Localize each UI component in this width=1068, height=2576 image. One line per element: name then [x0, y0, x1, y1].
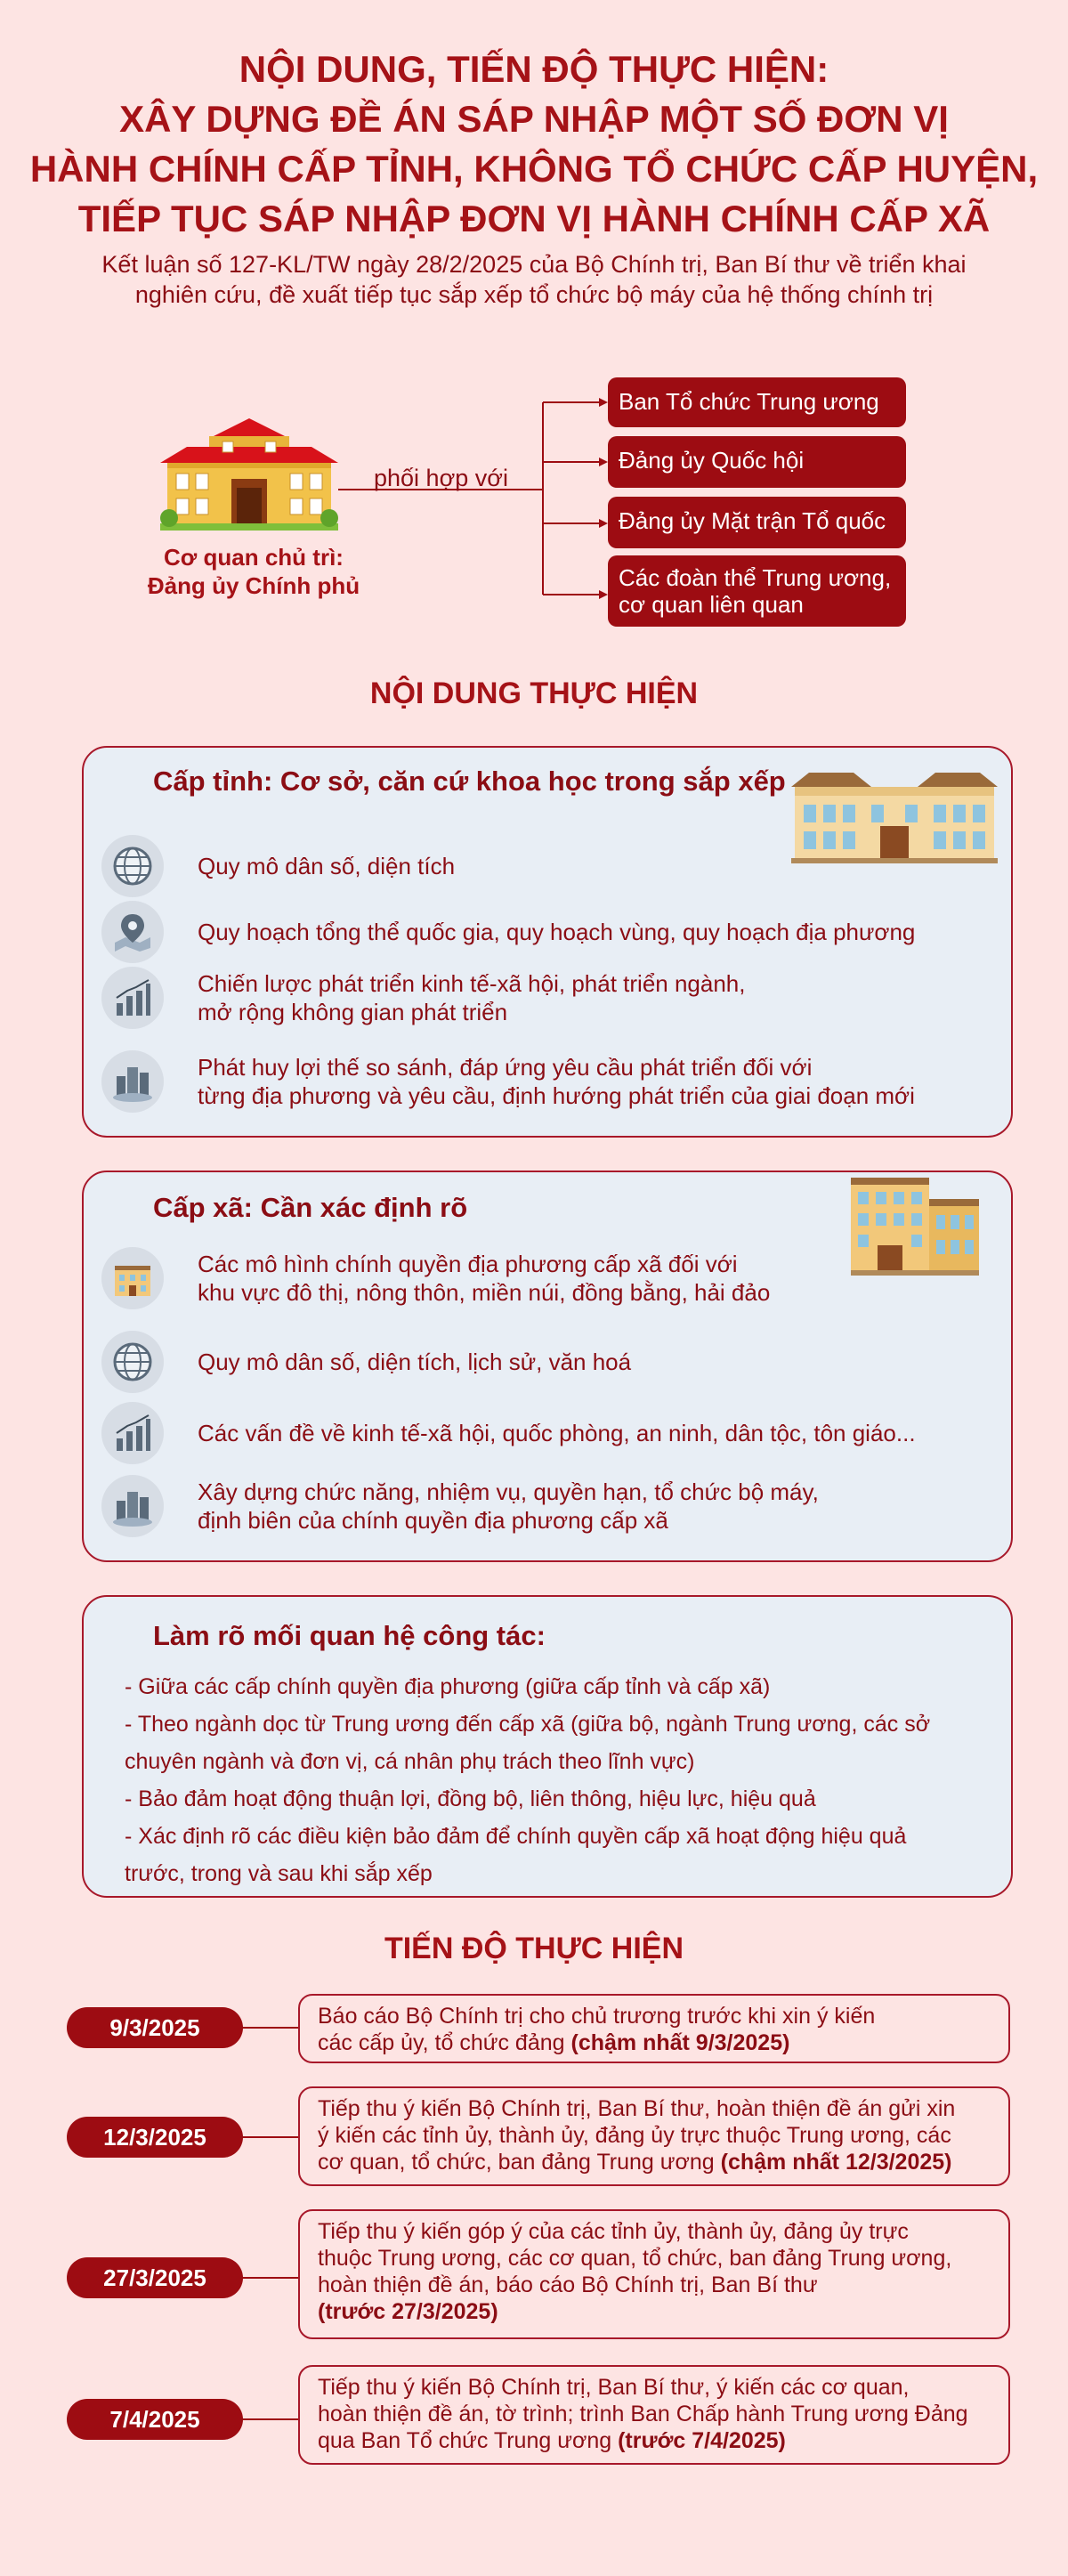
timeline-entry [298, 2365, 1010, 2465]
item-text: Các mô hình chính quyền địa phương cấp xã đối với khu vực đô thị, nông thôn, miền núi, đồng bằng, hải đảo [198, 1251, 771, 1306]
host-agency-label [116, 543, 392, 600]
panel-title: Cấp tỉnh: Cơ sở, căn cứ khoa học trong sắp xếp [153, 766, 786, 797]
timeline-entry [298, 2086, 1010, 2186]
list-item [101, 1247, 770, 1309]
map-pin-icon [101, 901, 164, 963]
list-item [101, 1331, 631, 1393]
province-panel [82, 746, 1013, 1138]
building-icon [101, 1247, 164, 1309]
timeline-date: 9/3/2025 [67, 2007, 243, 2048]
apartment-building-icon [851, 1178, 979, 1277]
list-item: - Bảo đảm hoạt động thuận lợi, đồng bộ, liên thông, hiệu lực, hiệu quả [125, 1786, 816, 1811]
timeline-entry [298, 1994, 1010, 2063]
list-item [101, 835, 455, 897]
item-text: Quy hoạch tổng thể quốc gia, quy hoạch vùng, quy hoạch địa phương [198, 919, 916, 945]
panel-title: Làm rõ mối quan hệ công tác: [153, 1620, 546, 1651]
relations-list [125, 1668, 997, 1892]
timeline-deadline: (chậm nhất 12/3/2025) [720, 2150, 952, 2175]
section-title-content: NỘI DUNG THỰC HIỆN [369, 676, 699, 710]
item-text: Chiến lược phát triển kinh tế-xã hội, phát triển ngành, mở rộng không gian phát triển [198, 970, 746, 1025]
connector-text: phối hợp với [374, 465, 508, 491]
growth-chart-icon [101, 1402, 164, 1464]
timeline-deadline: (chậm nhất 9/3/2025) [570, 2030, 790, 2055]
timeline-connector [240, 2136, 301, 2138]
subtitle-line: Kết luận số 127-KL/TW ngày 28/2/2025 của Bộ Chính trị, Ban Bí thư về triển khai [101, 251, 967, 278]
timeline-text: Tiếp thu ý kiến góp ý của các tỉnh ủy, thành ủy, đảng ủy trực thuộc Trung ương, các cơ quan, tổ chức, ban đảng Trung ương, hoàn thiện đề án, báo cáo Bộ Chính trị, Ban Bí thư [318, 2219, 952, 2297]
item-text: Phát huy lợi thế so sánh, đáp ứng yêu cầu phát triển đối với từng địa phương và yêu cầu, định hướng phát triển của giai đoạn mới [198, 1054, 915, 1109]
item-text: Các vấn đề về kinh tế-xã hội, quốc phòng, an ninh, dân tộc, tôn giáo... [198, 1420, 916, 1446]
list-item: - Giữa các cấp chính quyền địa phương (giữa cấp tỉnh và cấp xã) [125, 1674, 771, 1699]
title-line: HÀNH CHÍNH CẤP TỈNH, KHÔNG TỔ CHỨC CẤP HUYỆN, [29, 148, 1039, 190]
partner-box: Các đoàn thể Trung ương, cơ quan liên quan [608, 555, 906, 627]
globe-icon [101, 1331, 164, 1393]
timeline-date: 27/3/2025 [67, 2257, 243, 2298]
item-text: Xây dựng chức năng, nhiệm vụ, quyền hạn, tổ chức bộ máy, định biên của chính quyền địa phương cấp xã [198, 1478, 819, 1534]
commune-panel [82, 1171, 1013, 1562]
list-item: - Xác định rõ các điều kiện bảo đảm để chính quyền cấp xã hoạt động hiệu quả trước, trong và sau khi sắp xếp [125, 1824, 907, 1886]
item-text: Quy mô dân số, diện tích [198, 853, 456, 879]
growth-chart-icon [101, 967, 164, 1029]
title-line: NỘI DUNG, TIẾN ĐỘ THỰC HIỆN: [239, 48, 829, 90]
list-item [101, 1050, 915, 1113]
list-item [101, 901, 915, 963]
section-title-timeline: TIẾN ĐỘ THỰC HIỆN [384, 1932, 684, 1965]
title-line: XÂY DỰNG ĐỀ ÁN SÁP NHẬP MỘT SỐ ĐƠN VỊ [119, 98, 949, 140]
city-icon [101, 1050, 164, 1113]
timeline-deadline: (trước 7/4/2025) [618, 2428, 786, 2453]
timeline-text: Tiếp thu ý kiến Bộ Chính trị, Ban Bí thư, ý kiến các cơ quan, hoàn thiện đề án, tờ trình; trình Ban Chấp hành Trung ương Đảng qua Ban Tổ chức Trung ương [318, 2375, 968, 2453]
host-label-line: Đảng ủy Chính phủ [147, 572, 360, 599]
list-item [101, 1475, 819, 1537]
timeline-text: Tiếp thu ý kiến Bộ Chính trị, Ban Bí thư, hoàn thiện đề án gửi xin ý kiến các tỉnh ủy, thành ủy, đảng ủy trực thuộc Trung ương, các cơ quan, tổ chức, ban đảng Trung ương [318, 2096, 956, 2175]
timeline-deadline: (trước 27/3/2025) [318, 2299, 498, 2324]
timeline-entry [298, 2209, 1010, 2339]
timeline-date: 12/3/2025 [67, 2117, 243, 2158]
timeline-connector [240, 2027, 301, 2029]
timeline-date: 7/4/2025 [67, 2399, 243, 2440]
partner-box: Đảng ủy Mặt trận Tổ quốc [608, 497, 906, 548]
list-item: - Theo ngành dọc từ Trung ương đến cấp xã (giữa bộ, ngành Trung ương, các sở chuyên ngành và đơn vị, cá nhân phụ trách theo lĩnh vực) [125, 1712, 931, 1774]
timeline-connector [240, 2277, 301, 2279]
city-icon [101, 1475, 164, 1537]
government-building-icon [160, 418, 338, 534]
item-text: Quy mô dân số, diện tích, lịch sử, văn hoá [198, 1349, 632, 1375]
timeline-text: Báo cáo Bộ Chính trị cho chủ trương trước khi xin ý kiến các cấp ủy, tổ chức đảng [318, 2004, 876, 2055]
host-label-line: Cơ quan chủ trì: [164, 544, 344, 571]
timeline-connector [240, 2418, 301, 2420]
list-item [101, 967, 745, 1029]
page-title [0, 45, 1068, 244]
partner-box: Ban Tổ chức Trung ương [608, 377, 906, 427]
relations-panel [82, 1595, 1013, 1898]
panel-title: Cấp xã: Cần xác định rõ [153, 1192, 468, 1223]
list-item [101, 1402, 916, 1464]
partner-box: Đảng ủy Quốc hội [608, 436, 906, 488]
globe-icon [101, 835, 164, 897]
page-subtitle [53, 249, 1015, 310]
subtitle-line: nghiên cứu, đề xuất tiếp tục sắp xếp tổ chức bộ máy của hệ thống chính trị [134, 281, 934, 308]
title-line: TIẾP TỤC SÁP NHẬP ĐƠN VỊ HÀNH CHÍNH CẤP XÃ [77, 198, 991, 239]
building-illustration-icon [791, 764, 998, 863]
